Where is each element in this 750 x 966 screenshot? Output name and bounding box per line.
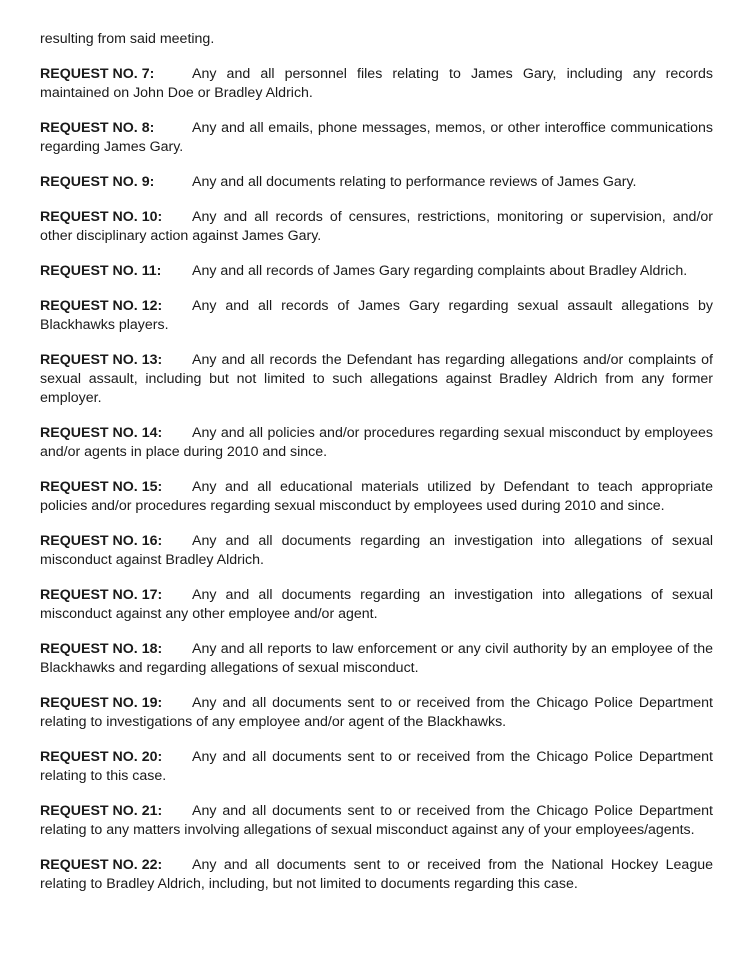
request-text: Any and all records the Defendant has regarding allegations and/or complaints of sexual assault, including but not limited to such allegations against Bradley Aldrich from any former employer.: [40, 352, 713, 406]
request-text: Any and all documents sent to or received from the Chicago Police Department relating to this case.: [40, 749, 713, 784]
request-text: Any and all policies and/or procedures regarding sexual misconduct by employees and/or agents in place during 2010 and since.: [40, 425, 713, 460]
request-item: [40, 173, 713, 192]
request-label: REQUEST NO. 22:: [40, 857, 163, 873]
request-item: [40, 856, 713, 894]
request-item: [40, 694, 713, 732]
request-text: Any and all documents sent to or received from the Chicago Police Department relating to investigations of any employee and/or agent of the Blackhawks.: [40, 695, 713, 730]
request-label: REQUEST NO. 18:: [40, 641, 163, 657]
request-item: [40, 802, 713, 840]
request-item: [40, 532, 713, 570]
request-text: Any and all educational materials utilized by Defendant to teach appropriate policies and/or procedures regarding sexual misconduct by employees used during 2010 and since.: [40, 479, 713, 514]
document-page: [40, 30, 713, 910]
request-label: REQUEST NO. 20:: [40, 749, 163, 765]
request-text: Any and all reports to law enforcement or any civil authority by an employee of the Blackhawks and regarding allegations of sexual misconduct.: [40, 641, 713, 676]
request-label: REQUEST NO. 17:: [40, 587, 163, 603]
request-item: [40, 262, 713, 281]
request-item: [40, 748, 713, 786]
request-text: Any and all personnel files relating to James Gary, including any records maintained on John Doe or Bradley Aldrich.: [40, 66, 713, 101]
request-item: [40, 351, 713, 408]
request-label: REQUEST NO. 15:: [40, 479, 163, 495]
request-item: [40, 424, 713, 462]
request-item: [40, 208, 713, 246]
request-label: REQUEST NO. 13:: [40, 352, 163, 368]
request-label: REQUEST NO. 16:: [40, 533, 163, 549]
request-item: [40, 119, 713, 157]
request-label: REQUEST NO. 7:: [40, 66, 155, 82]
request-label: REQUEST NO. 11:: [40, 263, 162, 279]
request-text: Any and all records of James Gary regarding sexual assault allegations by Blackhawks players.: [40, 298, 713, 333]
request-text: Any and all documents relating to performance reviews of James Gary.: [192, 174, 637, 190]
request-text: Any and all records of James Gary regarding complaints about Bradley Aldrich.: [192, 263, 688, 279]
request-item: [40, 65, 713, 103]
request-text: Any and all records of censures, restrictions, monitoring or supervision, and/or other disciplinary action against James Gary.: [40, 209, 713, 244]
request-label: REQUEST NO. 21:: [40, 803, 163, 819]
request-text: Any and all emails, phone messages, memos, or other interoffice communications regarding James Gary.: [40, 120, 713, 155]
request-label: REQUEST NO. 9:: [40, 174, 155, 190]
request-text: Any and all documents sent to or received from the Chicago Police Department relating to any matters involving allegations of sexual misconduct against any of your employees/agents.: [40, 803, 713, 838]
request-item: [40, 586, 713, 624]
request-text: Any and all documents regarding an investigation into allegations of sexual misconduct against any other employee and/or agent.: [40, 587, 713, 622]
request-label: REQUEST NO. 10:: [40, 209, 163, 225]
request-label: REQUEST NO. 14:: [40, 425, 163, 441]
request-label: REQUEST NO. 8:: [40, 120, 155, 136]
request-text: Any and all documents sent to or received from the National Hockey League relating to Bradley Aldrich, including, but not limited to documents regarding this case.: [40, 857, 713, 892]
request-item: [40, 297, 713, 335]
request-label: REQUEST NO. 12:: [40, 298, 163, 314]
request-text: Any and all documents regarding an investigation into allegations of sexual misconduct against Bradley Aldrich.: [40, 533, 713, 568]
request-item: [40, 640, 713, 678]
continuation-text: resulting from said meeting.: [40, 31, 215, 47]
request-item: [40, 478, 713, 516]
request-label: REQUEST NO. 19:: [40, 695, 163, 711]
